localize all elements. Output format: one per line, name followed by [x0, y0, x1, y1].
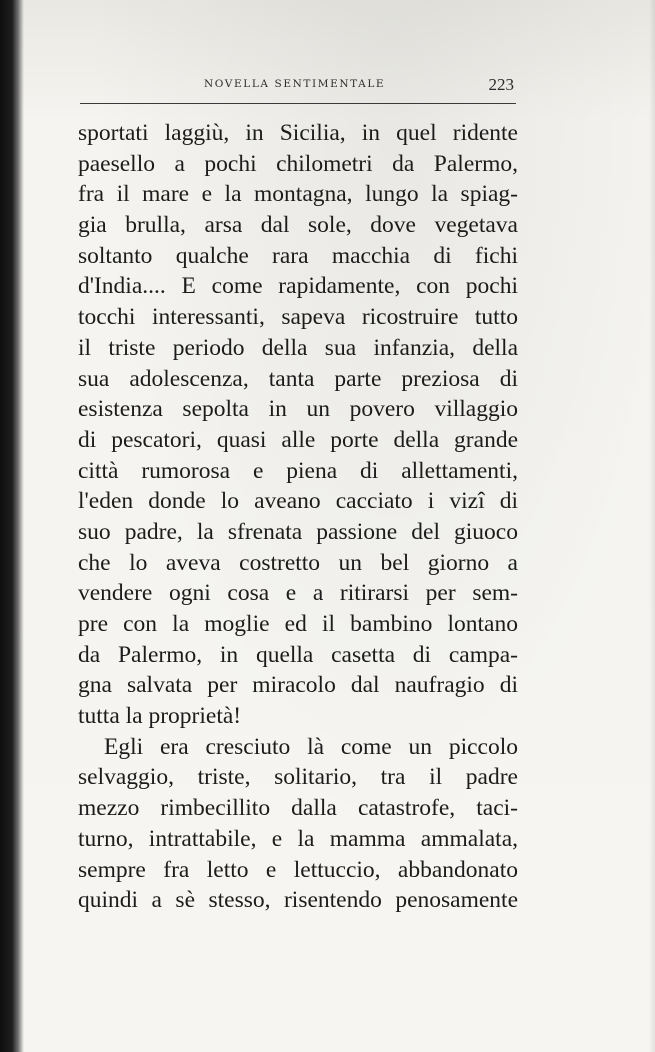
- body-text: [78, 118, 518, 916]
- text-line: paesello a pochi chilometri da Palermo,: [78, 150, 518, 177]
- text-line: quindi a sè stesso, risentendo penosamente: [78, 887, 518, 914]
- text-line: sua adolescenza, tanta parte preziosa di: [78, 365, 518, 392]
- header-rule: [80, 103, 516, 104]
- text-line: suo padre, la sfrenata passione del giuoco: [78, 518, 518, 545]
- text-line: selvaggio, triste, solitario, tra il padre: [78, 764, 518, 791]
- page-number: 223: [488, 75, 514, 94]
- page-header: [80, 76, 516, 98]
- text-line: fra il mare e la montagna, lungo la spiag-: [78, 181, 518, 208]
- text-line: città rumorosa e piena di allettamenti,: [78, 457, 518, 484]
- text-line: soltanto qualche rara macchia di fichi: [78, 242, 518, 269]
- text-line: vendere ogni cosa e a ritirarsi per sem-: [78, 580, 518, 607]
- text-line: tocchi interessanti, sapeva ricostruire tutto: [78, 304, 518, 331]
- text-line: che lo aveva costretto un bel giorno a: [78, 549, 518, 576]
- text-line-paragraph-start: Egli era cresciuto là come un piccolo: [104, 733, 518, 760]
- text-line: esistenza sepolta in un povero villaggio: [78, 396, 518, 423]
- text-line: l'eden donde lo aveano cacciato i vizî di: [78, 488, 518, 515]
- text-line-paragraph-end: tutta la proprietà!: [78, 703, 242, 730]
- text-line: gia brulla, arsa dal sole, dove vegetava: [78, 212, 518, 239]
- page-edge-shadow: [649, 0, 655, 1052]
- text-line: sempre fra letto e lettuccio, abbandonato: [78, 856, 518, 883]
- running-title: NOVELLA SENTIMENTALE: [204, 78, 386, 90]
- text-line: turno, intrattabile, e la mamma ammalata,: [78, 825, 518, 852]
- text-line: pre con la moglie ed il bambino lontano: [78, 611, 518, 637]
- text-line: sportati laggiù, in Sicilia, in quel ridente: [78, 120, 518, 146]
- text-line: gna salvata per miracolo dal naufragio di: [78, 672, 518, 699]
- text-line: d'India.... E come rapidamente, con pochi: [78, 273, 518, 300]
- text-line: da Palermo, in quella casetta di campa-: [78, 641, 518, 668]
- text-line: di pescatori, quasi alle porte della grande: [78, 426, 518, 453]
- text-line: il triste periodo della sua infanzia, della: [78, 334, 518, 361]
- book-spine-shadow: [0, 0, 24, 1052]
- text-line: mezzo rimbecillito dalla catastrofe, taci-: [78, 795, 518, 822]
